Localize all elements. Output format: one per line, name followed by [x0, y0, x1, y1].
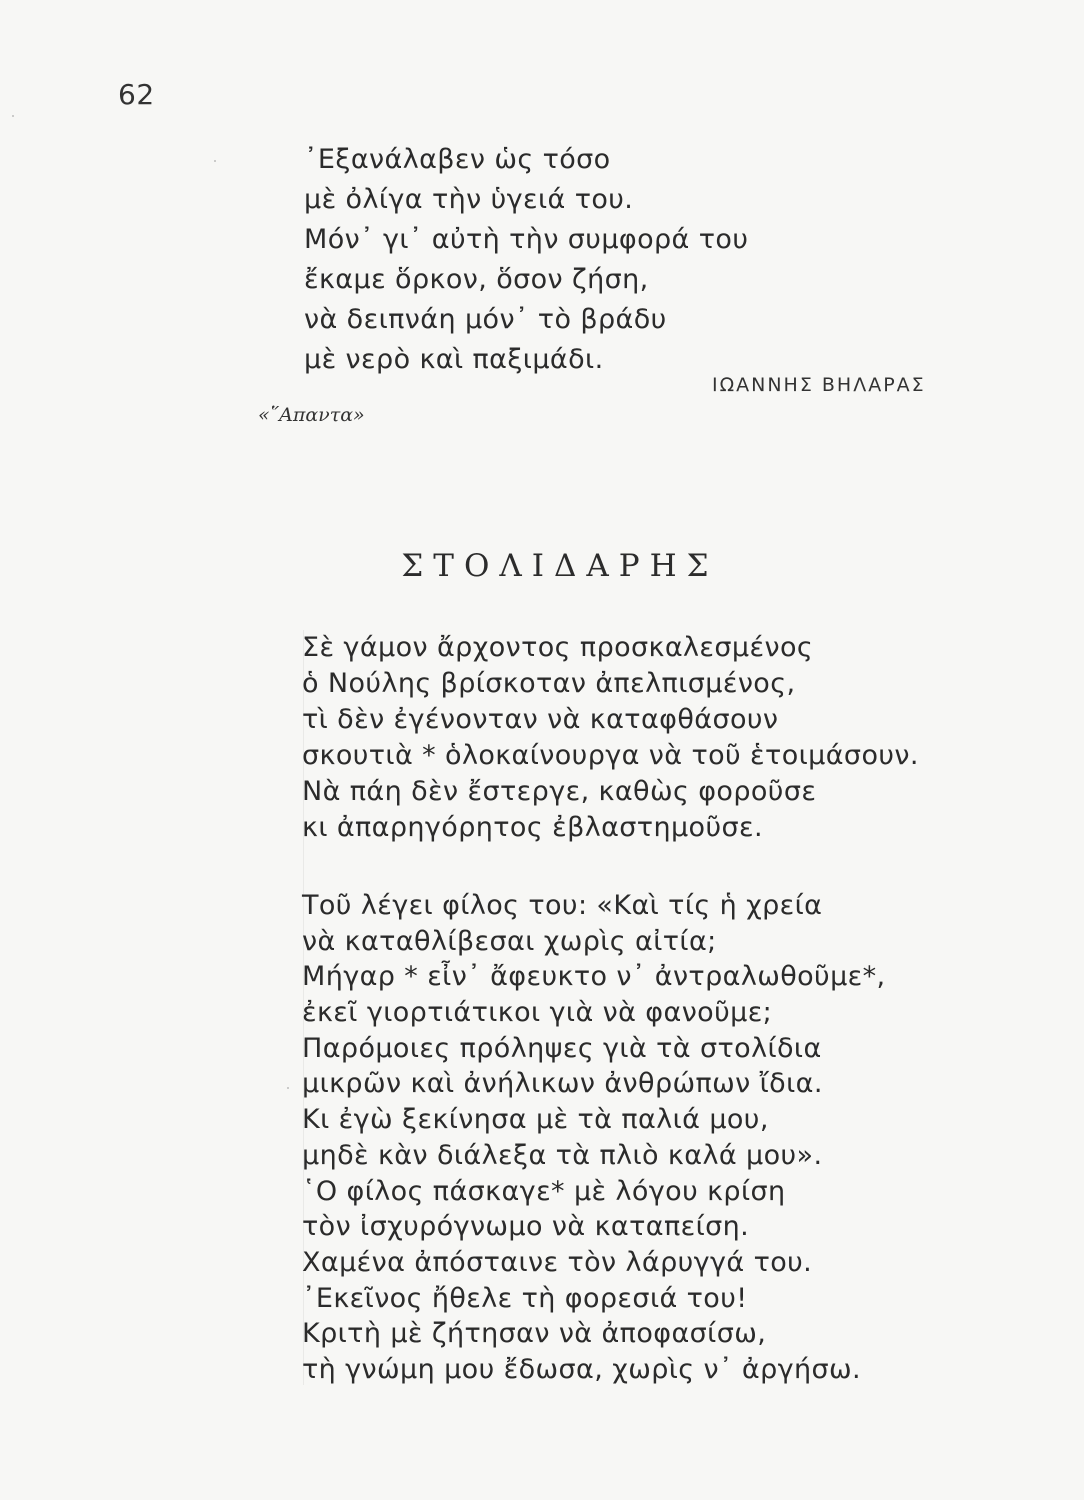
poem-source: «῞Απαντα»: [258, 404, 365, 426]
poem-line: ὁ Νούλης βρίσκοταν ἀπελπισμένος,: [302, 668, 796, 699]
poem-line: ᾿Εκεῖνος ἤθελε τὴ φορεσιά του!: [302, 1282, 748, 1314]
poem-line: κι ἀπαρηγόρητος ἐβλαστημοῦσε.: [302, 812, 763, 843]
poem-line: μὲ νερὸ καὶ παξιμάδι.: [304, 344, 604, 375]
poem-line: ἔκαμε ὅρκον, ὅσον ζήση,: [304, 264, 649, 295]
poem-line: μηδὲ κὰν διάλεξα τὰ πλιὸ καλά μου».: [302, 1139, 823, 1171]
poem-author: ΙΩΑΝΝΗΣ ΒΗΛΑΡΑΣ: [712, 374, 926, 396]
poem-excerpt-vilaras: [304, 140, 864, 380]
paper-speck: [12, 115, 14, 117]
poem-line: Σὲ γάμον ἄρχοντος προσκαλεσμένος: [302, 632, 814, 663]
poem-line: Χαμένα ἀπόσταινε τὸν λάρυγγά του.: [302, 1246, 813, 1278]
poem-line: νὰ δειπνάη μόν᾿ τὸ βράδυ: [304, 304, 667, 335]
poem-line: Μόν᾿ γι᾿ αὐτὴ τὴν συμφορά του: [304, 224, 749, 255]
poem-line: νὰ καταθλίβεσαι χωρὶς αἰτία;: [302, 925, 717, 957]
poem-line: μικρῶν καὶ ἀνήλικων ἀνθρώπων ἴδια.: [302, 1068, 823, 1100]
poem-line: ῾Ο φίλος πάσκαγε* μὲ λόγου κρίση: [302, 1175, 786, 1207]
poem-line: Νὰ πάη δὲν ἔστεργε, καθὼς φοροῦσε: [302, 776, 817, 807]
paper-speck: [214, 160, 216, 162]
poem-stanza: [302, 630, 922, 846]
poem-stolidaris: [302, 630, 922, 1388]
poem-line: σκουτιὰ * ὁλοκαίνουργα νὰ τοῦ ἑτοιμάσουν.: [302, 740, 919, 771]
poem-line: μὲ ὀλίγα τὴν ὑγειά του.: [304, 184, 634, 215]
poem-line: ᾿Εξανάλαβεν ὡς τόσο: [304, 144, 611, 175]
poem-line: τὸν ἰσχυρόγνωμο νὰ καταπείση.: [302, 1211, 750, 1243]
poem-line: τὶ δὲν ἐγένονταν νὰ καταφθάσουν: [302, 704, 779, 735]
poem-title: ΣΤΟΛΙΔΑΡΗΣ: [401, 548, 719, 584]
poem-line: Παρόμοιες πρόληψες γιὰ τὰ στολίδια: [302, 1032, 822, 1064]
poem-line: Μήγαρ * εἶν᾿ ἄφευκτο ν᾿ ἀντραλωθοῦμε*,: [302, 961, 886, 993]
poem-stanza: [302, 888, 922, 1388]
poem-line: Κριτὴ μὲ ζήτησαν νὰ ἀποφασίσω,: [302, 1318, 767, 1350]
poem-line: ἐκεῖ γιορτιάτικοι γιὰ νὰ φανοῦμε;: [302, 997, 773, 1029]
paper-speck: [287, 1087, 289, 1089]
poem-line: τὴ γνώμη μου ἔδωσα, χωρὶς ν᾿ ἀργήσω.: [302, 1353, 862, 1385]
poem-line: Τοῦ λέγει φίλος του: «Καὶ τίς ἡ χρεία: [302, 890, 823, 921]
poem-line: Κι ἐγὼ ξεκίνησα μὲ τὰ παλιά μου,: [302, 1104, 769, 1136]
page-number: 62: [118, 78, 155, 111]
